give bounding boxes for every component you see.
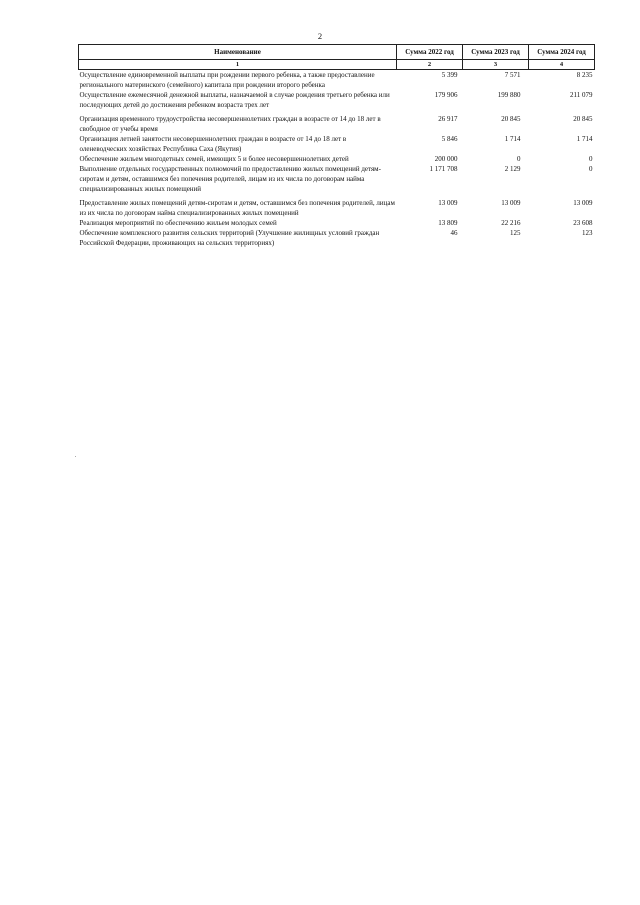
column-number: 3 — [463, 60, 529, 70]
table-row — [79, 134, 595, 154]
page-number: 2 — [317, 31, 323, 41]
row-sum-2023: 20 845 — [501, 115, 521, 123]
row-sum-2024: 23 608 — [573, 219, 593, 227]
column-number: 2 — [397, 60, 463, 70]
row-name: Организация летней занятости несовершеннолетних граждан в возрасте от 14 до 18 лет в оленеводческих хозяйствах Республика Саха (Якутия) — [79, 135, 347, 153]
header-row — [79, 45, 595, 60]
row-sum-2022: 13 809 — [438, 219, 458, 227]
row-sum-2023: 0 — [517, 155, 521, 163]
row-sum-2024: 1 714 — [576, 135, 593, 143]
row-sum-2023: 13 009 — [501, 199, 521, 207]
row-sum-2022: 5 846 — [441, 135, 458, 143]
header-sum-2022: Сумма 2022 год — [397, 45, 463, 60]
table-row — [79, 154, 595, 164]
row-name: Обеспечение комплексного развития сельских территорий (Улучшение жилищных условий граждан Российской Федерации, проживающих на сельских территориях) — [79, 229, 380, 247]
table-row — [79, 198, 595, 218]
table-row — [79, 90, 595, 110]
header-sum-2023: Сумма 2023 год — [463, 45, 529, 60]
column-number-row — [79, 60, 595, 70]
row-sum-2022: 179 906 — [434, 91, 458, 99]
table-row — [79, 218, 595, 228]
table-row — [79, 70, 595, 91]
row-sum-2022: 1 171 708 — [429, 165, 458, 173]
header-sum-2024: Сумма 2024 год — [529, 45, 595, 60]
table-row — [79, 164, 595, 194]
row-sum-2023: 199 880 — [497, 91, 521, 99]
row-name: Организация временного трудоустройства несовершеннолетних граждан в возрасте от 14 до 18 лет в свободное от учебы время — [79, 115, 381, 133]
row-sum-2023: 2 129 — [504, 165, 521, 173]
row-name: Обеспечение жильем многодетных семей, имеющих 5 и более несовершеннолетних детей — [79, 155, 349, 163]
row-sum-2024: 0 — [589, 155, 593, 163]
row-sum-2022: 46 — [450, 229, 458, 237]
row-name: Осуществление ежемесячной денежной выплаты, назначаемой в случае рождения третьего ребенка или последующих детей до достижения ребенком возраста трех лет — [79, 91, 390, 109]
column-number: 1 — [79, 60, 397, 70]
row-name: Предоставление жилых помещений детям-сиротам и детям, оставшимся без попечения родителей, лицам из их числа по договорам найма специализированных жилых помещений — [79, 199, 395, 217]
table-row — [79, 114, 595, 134]
table-row — [79, 228, 595, 248]
row-sum-2024: 0 — [589, 165, 593, 173]
budget-table — [78, 44, 595, 248]
row-sum-2024: 13 009 — [573, 199, 593, 207]
row-sum-2023: 1 714 — [504, 135, 521, 143]
row-sum-2023: 125 — [510, 229, 521, 237]
row-name: Реализация мероприятий по обеспечению жильем молодых семей — [79, 219, 277, 227]
header-name: Наименование — [79, 45, 397, 60]
row-name: Осуществление единовременной выплаты при рождении первого ребенка, а также предоставление регионального материнского (семейного) капитала при рождении второго ребенка — [79, 71, 375, 89]
row-sum-2024: 211 079 — [570, 91, 593, 99]
column-number: 4 — [529, 60, 595, 70]
row-name: Выполнение отдельных государственных полномочий по предоставлению жилых помещений детям-сиротам и детям, оставшимся без попечения родителей, лицам из их числа по договорам найма специализированных жилых помещений — [79, 165, 381, 193]
scan-speck — [75, 456, 76, 457]
row-sum-2022: 200 000 — [434, 155, 458, 163]
row-sum-2023: 7 571 — [504, 71, 521, 79]
row-sum-2023: 22 216 — [501, 219, 521, 227]
row-sum-2024: 123 — [582, 229, 593, 237]
row-sum-2024: 20 845 — [573, 115, 593, 123]
row-sum-2024: 8 235 — [576, 71, 593, 79]
row-sum-2022: 13 009 — [438, 199, 458, 207]
table-body — [79, 70, 595, 249]
row-sum-2022: 26 917 — [438, 115, 458, 123]
row-sum-2022: 5 399 — [441, 71, 458, 79]
